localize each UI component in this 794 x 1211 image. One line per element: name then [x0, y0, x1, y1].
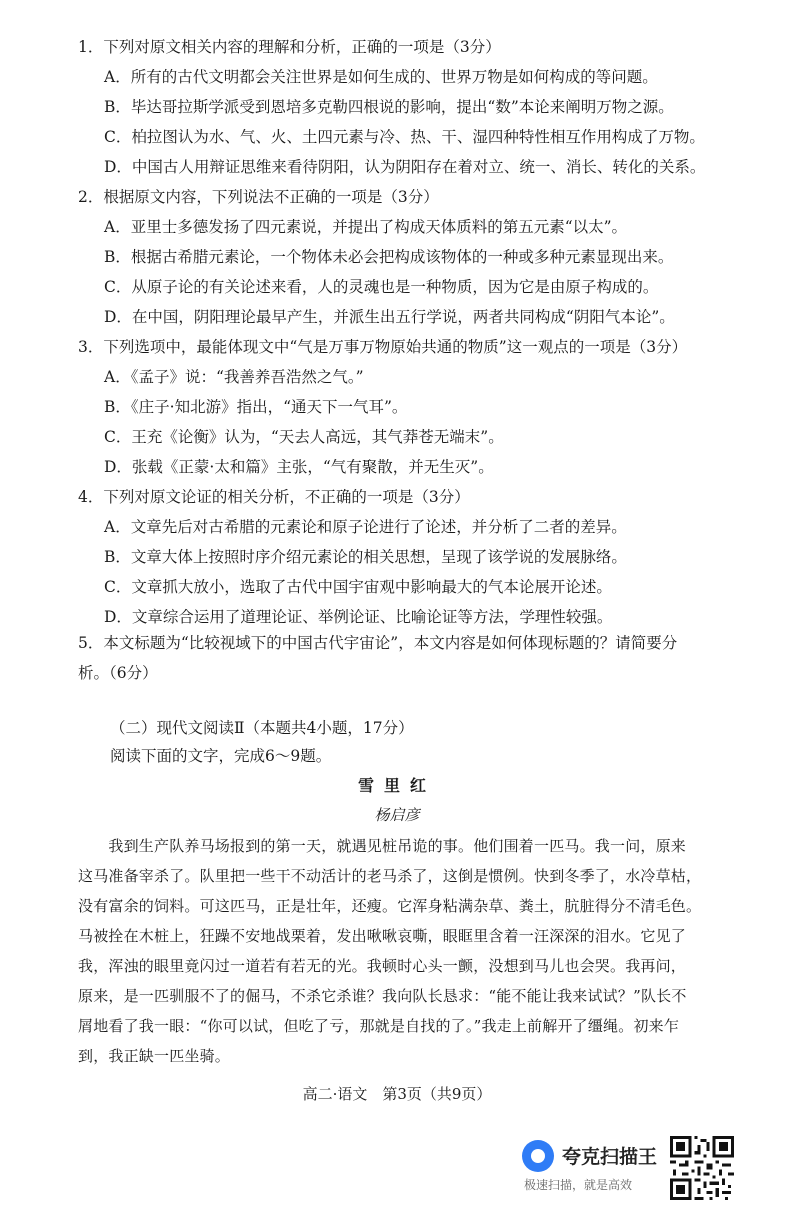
question-1-option-a: A．所有的古代文明都会关注世界是如何生成的、世界万物是如何构成的等问题。 — [104, 68, 658, 86]
question-5-line-2: 析。（6分） — [78, 664, 158, 682]
story-line-6: 原来，是一匹驯服不了的倔马，不杀它杀谁？我向队长恳求：“能不能让我来试试？”队长不 — [78, 987, 687, 1005]
quark-logo-icon — [522, 1140, 554, 1172]
question-1-stem: 1．下列对原文相关内容的理解和分析，正确的一项是（3分） — [78, 38, 501, 56]
question-2-option-b: B．根据古希腊元素论，一个物体未必会把构成该物体的一种或多种元素显现出来。 — [104, 248, 674, 266]
question-2-option-a: A．亚里士多德发扬了四元素说，并提出了构成天体质料的第五元素“以太”。 — [104, 218, 628, 236]
scanner-watermark — [518, 1134, 668, 1196]
story-line-4: 马被拴在木桩上，狂躁不安地战栗着，发出啾啾哀嘶，眼眶里含着一汪深深的泪水。它见了 — [78, 927, 687, 945]
question-3-stem: 3．下列选项中，最能体现文中“气是万事万物原始共通的物质”这一观点的一项是（3分） — [78, 338, 688, 356]
story-line-7: 屑地看了我一眼：“你可以试，但吃了亏，那就是自找的了。”我走上前解开了缰绳。初来乍 — [78, 1017, 680, 1035]
section-heading: （二）现代文阅读Ⅱ（本题共4小题，17分） — [110, 719, 414, 737]
scanner-slogan: 极速扫描，就是高效 — [524, 1178, 633, 1192]
question-2-option-c: C．从原子论的有关论述来看，人的灵魂也是一种物质，因为它是由原子构成的。 — [104, 278, 659, 296]
page-footer: 高二·语文 第3页（共9页） — [302, 1085, 492, 1103]
question-2-stem: 2．根据原文内容，下列说法不正确的一项是（3分） — [78, 188, 439, 206]
story-author: 杨启彦 — [374, 806, 420, 824]
question-4-option-d: D．文章综合运用了道理论证、举例论证、比喻论证等方法，学理性较强。 — [104, 608, 613, 626]
qr-code-icon — [670, 1136, 734, 1200]
story-line-1: 我到生产队养马场报到的第一天，就遇见桩吊诡的事。他们围着一匹马。我一问，原来 — [78, 837, 687, 855]
question-1-option-b: B．毕达哥拉斯学派受到恩培多克勒四根说的影响，提出“数”本论来阐明万物之源。 — [104, 98, 674, 116]
question-4-option-b: B．文章大体上按照时序介绍元素论的相关思想，呈现了该学说的发展脉络。 — [104, 548, 627, 566]
question-3-option-c: C．王充《论衡》认为，“天去人高远，其气莽苍无端末”。 — [104, 428, 504, 446]
question-3-option-b: B．《庄子·知北游》指出，“通天下一气耳”。 — [104, 398, 408, 416]
question-1-option-c: C．柏拉图认为水、气、火、土四元素与冷、热、干、湿四种特性相互作用构成了万物。 — [104, 128, 705, 146]
section-instruction: 阅读下面的文字，完成6～9题。 — [110, 747, 332, 765]
question-3-option-d: D．张载《正蒙·太和篇》主张，“气有聚散，并无生灭”。 — [104, 458, 494, 476]
question-5-line-1: 5．本文标题为“比较视域下的中国古代宇宙论”，本文内容是如何体现标题的？请简要分 — [78, 634, 678, 652]
story-line-5: 我，浑浊的眼里竟闪过一道若有若无的光。我顿时心头一颤，没想到马儿也会哭。我再问， — [78, 957, 687, 975]
question-4-stem: 4．下列对原文论证的相关分析，不正确的一项是（3分） — [78, 488, 470, 506]
question-4-option-c: C．文章抓大放小，选取了古代中国宇宙观中影响最大的气本论展开论述。 — [104, 578, 612, 596]
question-4-option-a: A．文章先后对古希腊的元素论和原子论进行了论述，并分析了二者的差异。 — [104, 518, 627, 536]
scanner-brand-name: 夸克扫描王 — [562, 1146, 658, 1168]
story-line-8: 到，我正缺一匹坐骑。 — [78, 1047, 231, 1065]
question-1-option-d: D．中国古人用辩证思维来看待阴阳，认为阴阳存在着对立、统一、消长、转化的关系。 — [104, 158, 706, 176]
story-line-3: 没有富余的饲料。可这匹马，正是壮年，还瘦。它浑身粘满杂草、粪土，肮脏得分不清毛色。 — [78, 897, 702, 915]
story-line-2: 这马准备宰杀了。队里把一些干不动活计的老马杀了，这倒是惯例。快到冬季了，水冷草枯， — [78, 867, 702, 885]
question-3-option-a: A．《孟子》说：“我善养吾浩然之气。” — [104, 368, 364, 386]
question-2-option-d: D．在中国，阴阳理论最早产生，并派生出五行学说，两者共同构成“阴阳气本论”。 — [104, 308, 675, 326]
story-title: 雪里红 — [357, 776, 436, 795]
